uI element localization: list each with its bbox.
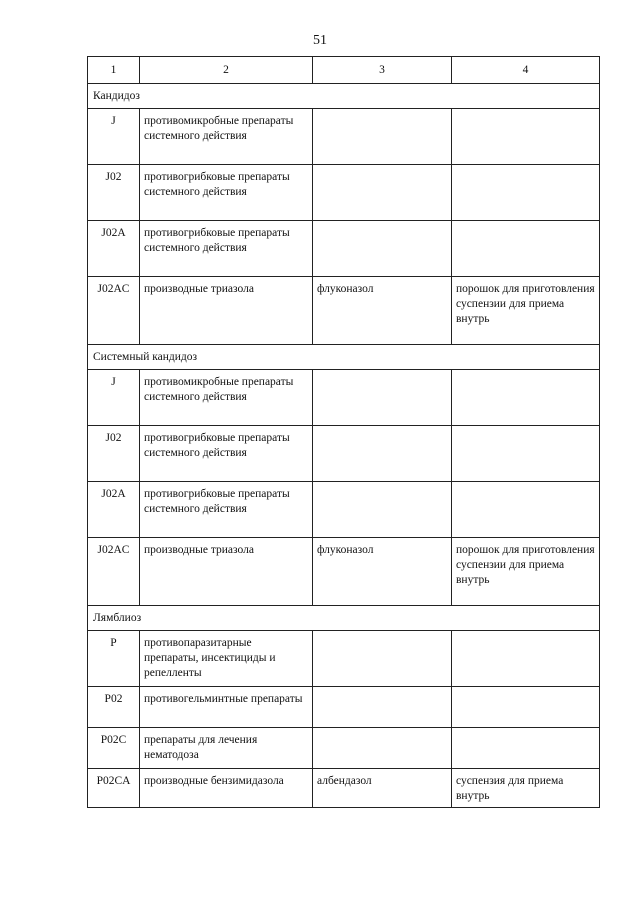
- drug-name-cell: флуконазол: [313, 538, 452, 606]
- section-header-row: [88, 345, 600, 370]
- drug-name-cell: [313, 426, 452, 482]
- atc-code-cell: J02AC: [88, 277, 140, 345]
- atc-code-cell: P: [88, 631, 140, 687]
- atc-code-cell: P02CA: [88, 769, 140, 808]
- atc-group-cell: противомикробные препараты системного действия: [140, 370, 313, 426]
- dosage-form-cell: порошок для приготовления суспензии для приема внутрь: [452, 538, 600, 606]
- dosage-form-cell: [452, 165, 600, 221]
- section-title: Системный кандидоз: [88, 345, 600, 370]
- table-row: [88, 109, 600, 165]
- table-row: [88, 482, 600, 538]
- atc-code-cell: J: [88, 109, 140, 165]
- atc-code-cell: J02A: [88, 221, 140, 277]
- dosage-form-cell: [452, 109, 600, 165]
- table-row: [88, 165, 600, 221]
- dosage-form-cell: суспензия для приема внутрь: [452, 769, 600, 808]
- atc-group-cell: противомикробные препараты системного действия: [140, 109, 313, 165]
- atc-group-cell: производные триазола: [140, 277, 313, 345]
- atc-group-cell: противопаразитарные препараты, инсектициды и репелленты: [140, 631, 313, 687]
- dosage-form-cell: порошок для приготовления суспензии для приема внутрь: [452, 277, 600, 345]
- drug-name-cell: [313, 221, 452, 277]
- atc-group-cell: противогрибковые препараты системного действия: [140, 165, 313, 221]
- dosage-form-cell: [452, 370, 600, 426]
- dosage-form-cell: [452, 482, 600, 538]
- drug-name-cell: [313, 109, 452, 165]
- dosage-form-cell: [452, 221, 600, 277]
- table-row: [88, 221, 600, 277]
- table-row: [88, 769, 600, 808]
- column-header-2: 2: [140, 57, 313, 84]
- section-title: Кандидоз: [88, 84, 600, 109]
- atc-code-cell: J02: [88, 165, 140, 221]
- section-header-row: [88, 606, 600, 631]
- page-number: 51: [313, 33, 327, 48]
- section-title: Лямблиоз: [88, 606, 600, 631]
- drug-name-cell: [313, 728, 452, 769]
- atc-code-cell: J02A: [88, 482, 140, 538]
- atc-group-cell: противогрибковые препараты системного действия: [140, 426, 313, 482]
- table-body: [88, 57, 600, 808]
- table-row: [88, 426, 600, 482]
- dosage-form-cell: [452, 728, 600, 769]
- column-header-1: 1: [88, 57, 140, 84]
- column-header-3: 3: [313, 57, 452, 84]
- atc-code-cell: J: [88, 370, 140, 426]
- table-row: [88, 277, 600, 345]
- atc-group-cell: противогельминтные препараты: [140, 687, 313, 728]
- atc-group-cell: производные триазола: [140, 538, 313, 606]
- table-header-row: [88, 57, 600, 84]
- atc-group-cell: противогрибковые препараты системного действия: [140, 482, 313, 538]
- atc-group-cell: производные бензимидазола: [140, 769, 313, 808]
- drug-name-cell: [313, 482, 452, 538]
- atc-code-cell: P02C: [88, 728, 140, 769]
- drug-name-cell: [313, 687, 452, 728]
- section-header-row: [88, 84, 600, 109]
- atc-group-cell: противогрибковые препараты системного действия: [140, 221, 313, 277]
- atc-code-cell: P02: [88, 687, 140, 728]
- table-row: [88, 728, 600, 769]
- table-row: [88, 538, 600, 606]
- drug-name-cell: албендазол: [313, 769, 452, 808]
- atc-code-cell: J02: [88, 426, 140, 482]
- column-header-4: 4: [452, 57, 600, 84]
- drug-name-cell: флуконазол: [313, 277, 452, 345]
- drug-name-cell: [313, 370, 452, 426]
- dosage-form-cell: [452, 631, 600, 687]
- atc-code-cell: J02AC: [88, 538, 140, 606]
- drug-name-cell: [313, 631, 452, 687]
- dosage-form-cell: [452, 426, 600, 482]
- table-row: [88, 631, 600, 687]
- table-row: [88, 370, 600, 426]
- dosage-form-cell: [452, 687, 600, 728]
- table-row: [88, 687, 600, 728]
- drug-name-cell: [313, 165, 452, 221]
- drug-table: [87, 56, 600, 808]
- atc-group-cell: препараты для лечения нематодоза: [140, 728, 313, 769]
